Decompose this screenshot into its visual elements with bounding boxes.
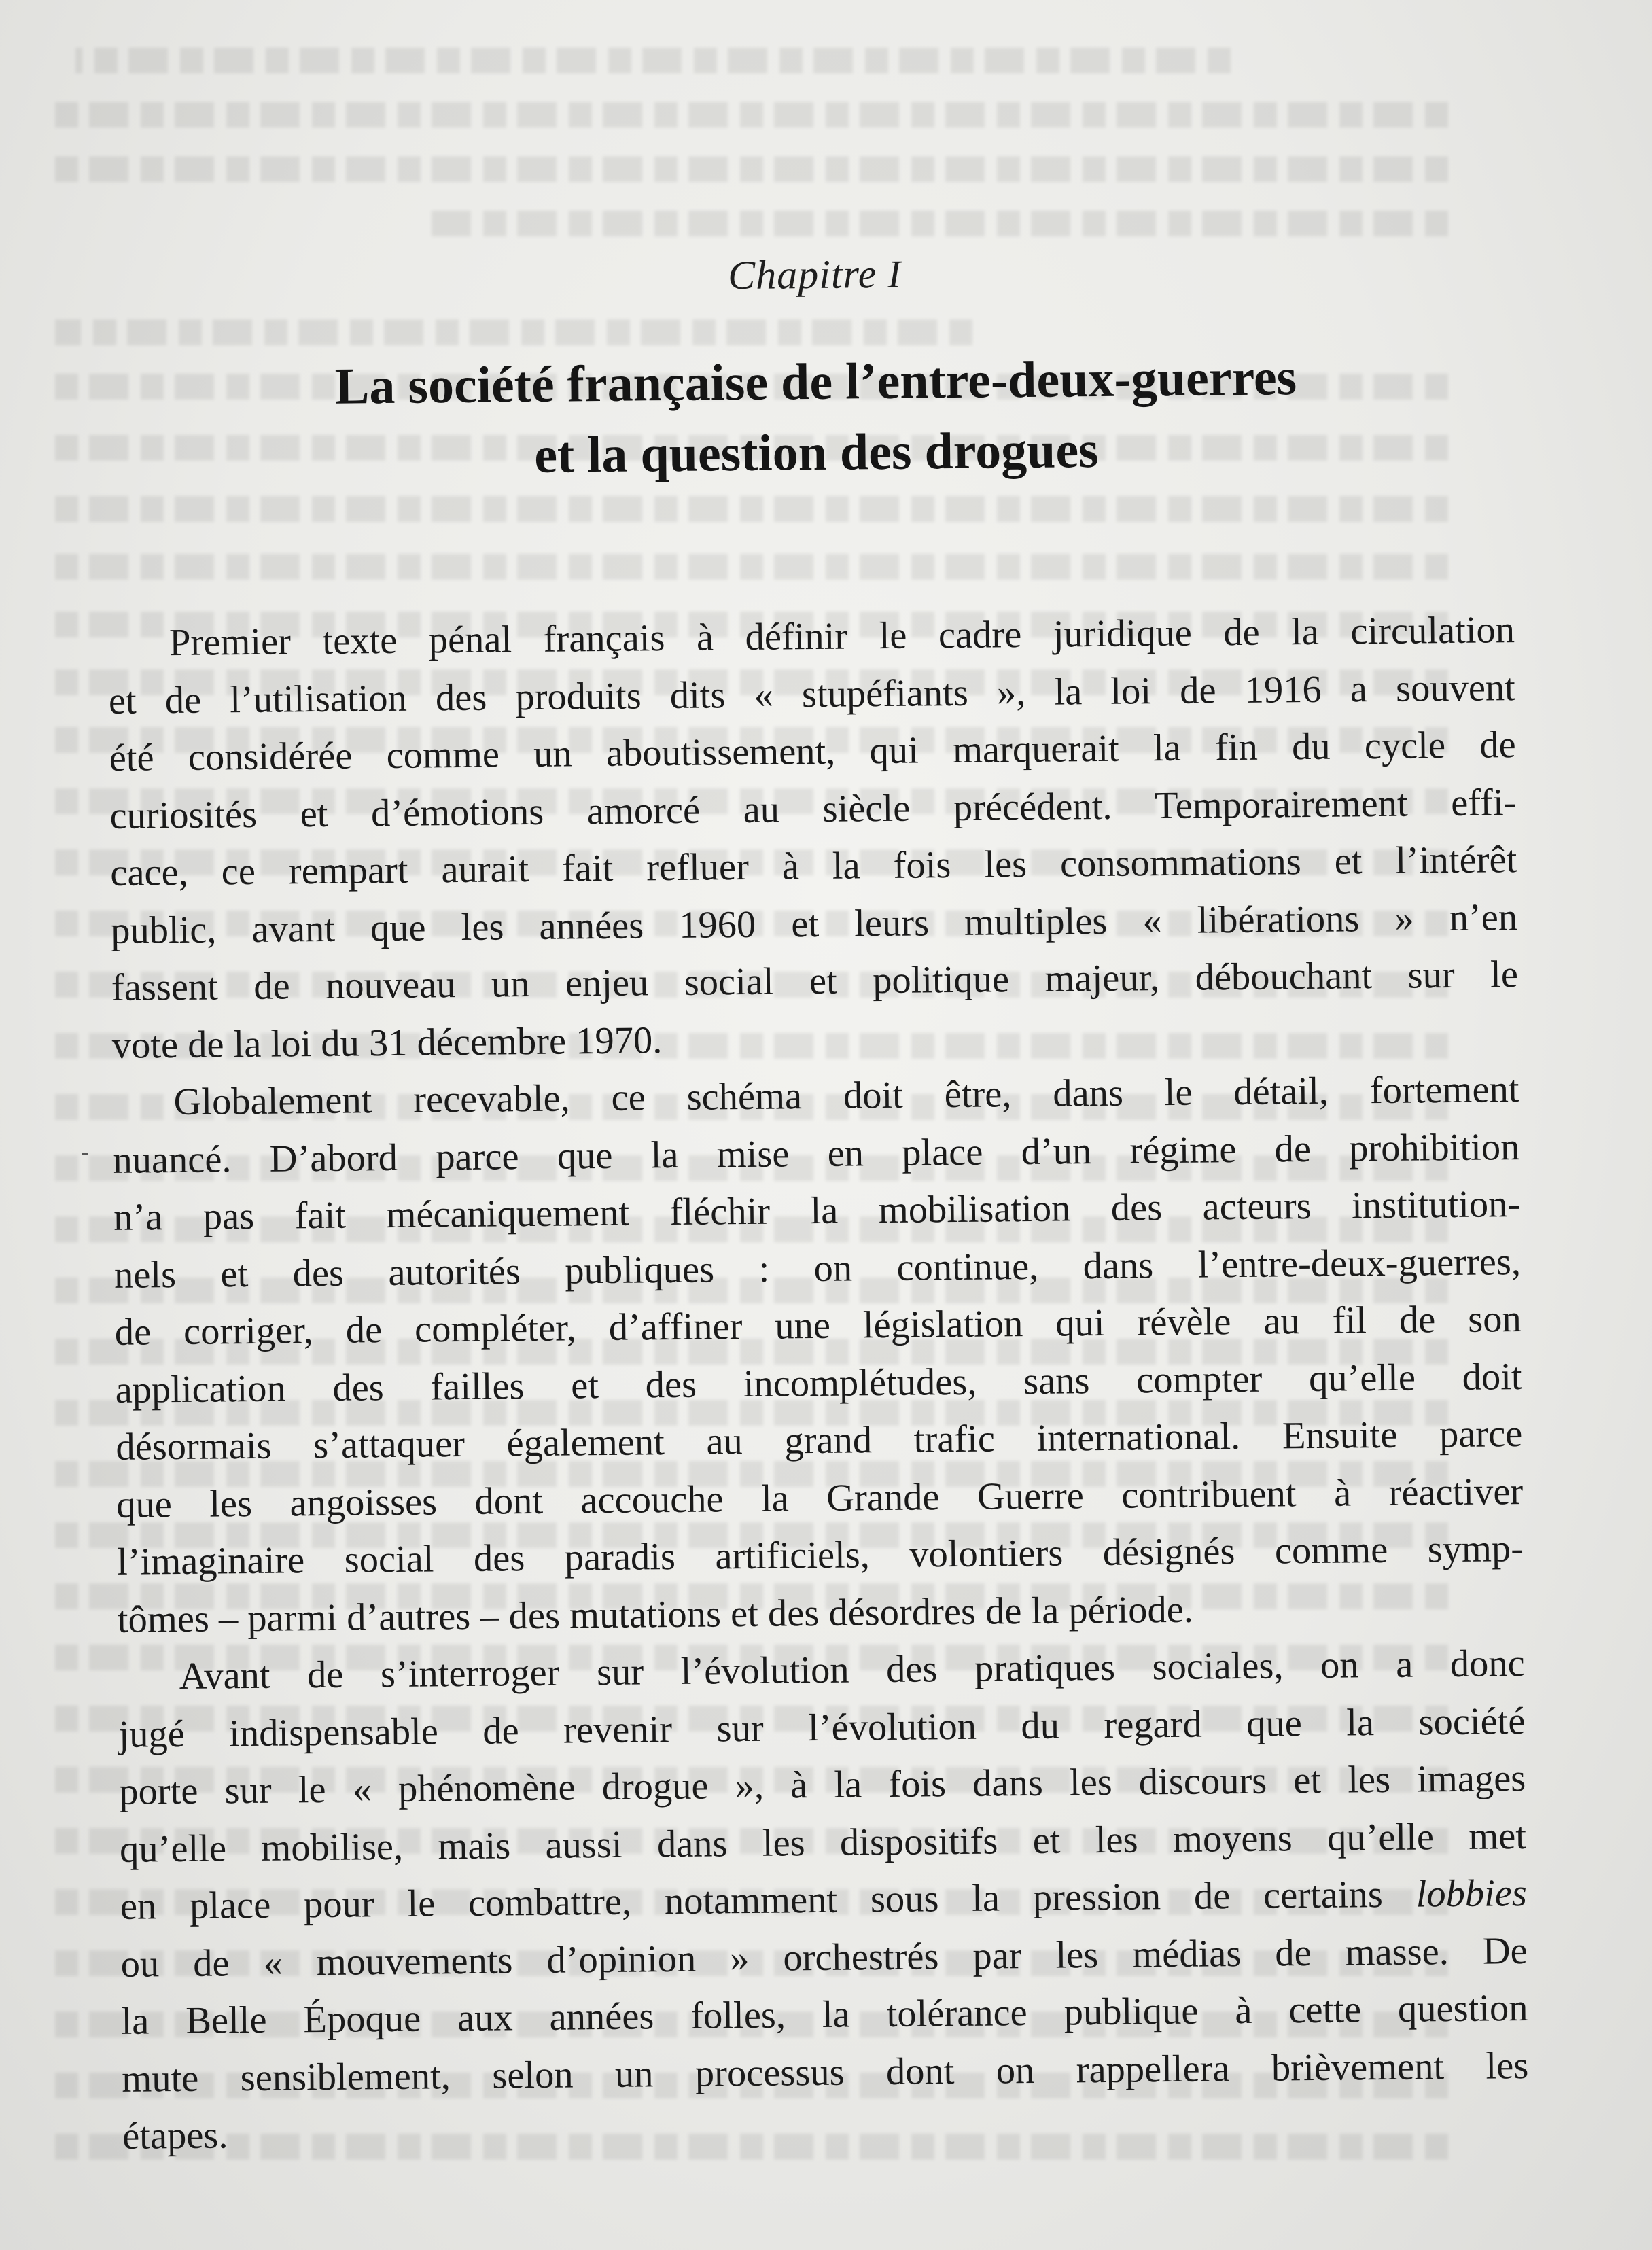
chapter-title-line: et la question des drogues — [533, 421, 1100, 484]
text-line: désormais s’attaquer également au grand trafic international. Ensuite parce — [116, 1413, 1523, 1469]
text-line: Avant de s’interroger sur l’évolution des pratiques sociales, on a donc — [179, 1642, 1525, 1698]
text-line: que les angoisses dont accouche la Grande Guerre contribuent à réactiver — [116, 1470, 1524, 1526]
text-line: la Belle Époque aux années folles, la tolérance publique à cette question — [121, 1986, 1528, 2043]
text-line: et de l’utilisation des produits dits « stupéfiants », la loi de 1916 a souvent — [108, 666, 1516, 722]
paragraph-3 — [118, 1635, 1529, 2165]
text-segment: en place pour le combattre, notamment sous la pression de certains — [120, 1874, 1384, 1928]
text-line: l’imaginaire social des paradis artificiels, volontiers désignés comme symp- — [116, 1528, 1524, 1583]
text-line: fassent de nouveau un enjeu social et politique majeur, débouchant sur le — [111, 953, 1519, 1009]
text-line: été considérée comme un aboutissement, qui marquerait la fin du cycle de — [109, 724, 1516, 779]
text-line: qu’elle mobilise, mais aussi dans les dispositifs et les moyens qu’elle met — [119, 1814, 1527, 1871]
text-line: Globalement recevable, ce schéma doit être, dans le détail, fortement — [173, 1068, 1519, 1124]
text-line: étapes. — [122, 2114, 228, 2158]
text-line: curiosités et d’émotions amorcé au siècle précédent. Temporairement effi- — [109, 781, 1517, 837]
paragraph-1 — [108, 601, 1519, 1074]
text-line: application des failles et des incomplétudes, sans compter qu’elle doit — [115, 1355, 1522, 1411]
text-line: public, avant que les années 1960 et leurs multiples « libérations » n’en — [110, 896, 1518, 952]
text-line: nuancé. D’abord parce que la mise en place d’un régime de prohibition — [113, 1125, 1520, 1182]
text-line: n’a pas fait mécaniquement fléchir la mobilisation des acteurs institution- — [113, 1183, 1521, 1239]
chapter-label-text: Chapitre — [727, 251, 877, 298]
text-line: tômes – parmi d’autres – des mutations et des désordres de la période. — [117, 1588, 1194, 1641]
text-line: jugé indispensable de revenir sur l’évolution du regard que la société — [118, 1700, 1526, 1756]
chapter-title-line: La société française de l’entre-deux-guerres — [334, 349, 1297, 415]
chapter-label — [105, 245, 1526, 305]
margin-mark — [82, 1153, 88, 1155]
paragraph-2 — [112, 1061, 1524, 1649]
text-line: porte sur le « phénomène drogue », à la fois dans les discours et les images — [119, 1757, 1526, 1813]
text-line: cace, ce rempart aurait fait refluer à la fois les consommations et l’intérêt — [110, 839, 1517, 894]
text-line: nels et des autorités publiques : on continue, dans l’entre-deux-guerres, — [113, 1240, 1522, 1297]
body-text — [108, 601, 1530, 2165]
text-line: Premier texte pénal français à définir le cadre juridique de la circulation — [169, 609, 1515, 665]
chapter-number: I — [887, 251, 902, 296]
italic-word: lobbies — [1416, 1872, 1528, 1916]
text-line: ou de « mouvements d’opinion » orchestrés par les médias de masse. De — [120, 1929, 1528, 1986]
text-line: mute sensiblement, selon un processus dont on rappellera brièvement les — [122, 2044, 1529, 2100]
text-line: vote de la loi du 31 décembre 1970. — [111, 1019, 663, 1067]
chapter-title — [105, 340, 1527, 495]
text-line: de corriger, de compléter, d’affiner une législation qui révèle au fil de son — [114, 1298, 1522, 1354]
